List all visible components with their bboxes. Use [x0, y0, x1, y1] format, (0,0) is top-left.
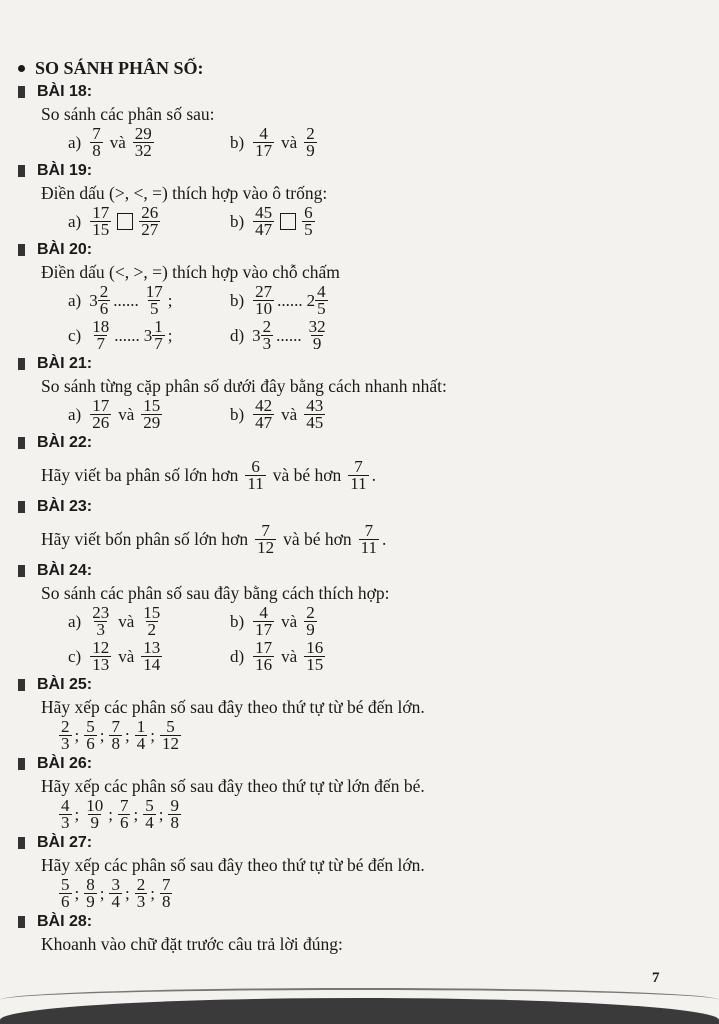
- fraction: [90, 398, 111, 431]
- numerator: 7: [111, 717, 120, 736]
- exercise-item: [68, 319, 230, 352]
- numerator: 13: [143, 638, 161, 657]
- punctuation: ;: [158, 804, 164, 824]
- mixed-number: [305, 284, 331, 317]
- fraction: [135, 877, 148, 910]
- exercise-prompt: [37, 375, 719, 397]
- exercise-prompt: [37, 582, 719, 604]
- numerator: 17: [92, 203, 110, 222]
- text: và: [109, 132, 126, 152]
- text: Hãy xếp các phân số sau đây theo thứ tự từ lớn đến bé.: [41, 775, 425, 796]
- fraction: [84, 719, 97, 752]
- denominator: 2: [147, 620, 157, 639]
- denominator: 9: [306, 141, 315, 160]
- punctuation: ......: [277, 290, 303, 310]
- item-label: b): [230, 404, 245, 424]
- exercise-title-text: BÀI 25:: [37, 676, 93, 693]
- exercise-item: [230, 605, 320, 638]
- numerator: 2: [99, 282, 109, 301]
- exercise-prompt: [37, 775, 719, 797]
- answer-box: [117, 213, 133, 230]
- exercise-prompt: [37, 182, 719, 204]
- item-label: c): [68, 325, 82, 345]
- exercise-prompt: [37, 103, 719, 125]
- punctuation: ;: [124, 883, 130, 903]
- exercise-title: [18, 496, 719, 518]
- section-heading-text: SO SÁNH PHÂN SỐ:: [35, 57, 204, 78]
- fraction: [253, 398, 274, 431]
- text: Khoanh vào chữ đặt trước câu trả lời đúng:: [41, 933, 343, 954]
- exercise-prompt: [37, 933, 719, 955]
- punctuation: ;: [167, 325, 173, 345]
- text: So sánh các phân số sau:: [41, 103, 215, 124]
- denominator: 7: [154, 334, 163, 353]
- fraction: [152, 319, 165, 352]
- whole-part: 3: [252, 325, 261, 345]
- denominator: 6: [99, 299, 109, 318]
- mixed-number: [87, 284, 113, 317]
- fraction: [141, 398, 162, 431]
- exercise-row: [68, 604, 719, 639]
- exercise: [18, 81, 719, 160]
- exercise: [18, 239, 719, 353]
- exercise-item: [68, 284, 230, 317]
- punctuation: ;: [74, 883, 80, 903]
- item-label: d): [230, 325, 245, 345]
- answer-box: [280, 213, 296, 230]
- fraction: [109, 719, 122, 752]
- exercise-prompt: [37, 696, 719, 718]
- square-bullet-icon: [18, 916, 25, 928]
- denominator: 3: [61, 813, 70, 832]
- numerator: 5: [86, 717, 95, 736]
- exercise-item: [68, 205, 230, 238]
- punctuation: ......: [276, 325, 302, 345]
- punctuation: .: [371, 464, 377, 485]
- fraction: [90, 126, 103, 159]
- fraction: [304, 640, 325, 673]
- item-label: c): [68, 646, 82, 666]
- exercise-item: [68, 605, 230, 638]
- mixed-number: [142, 319, 168, 352]
- text: Điền dấu (<, >, =) thích hợp vào chỗ chấm: [41, 261, 340, 282]
- denominator: 32: [134, 141, 152, 160]
- denominator: 3: [136, 892, 146, 911]
- fraction: [304, 605, 317, 638]
- denominator: 17: [255, 620, 273, 639]
- numerator: 4: [259, 603, 268, 622]
- exercise: [18, 496, 719, 560]
- numerator: 6: [304, 203, 313, 222]
- numerator: 4: [61, 796, 70, 815]
- exercise-title: [18, 81, 719, 103]
- numerator: 9: [170, 796, 179, 815]
- square-bullet-icon: [18, 86, 25, 98]
- item-label: b): [230, 290, 245, 310]
- square-bullet-icon: [18, 501, 25, 513]
- exercise: [18, 911, 719, 955]
- denominator: 6: [119, 813, 129, 832]
- denominator: 5: [304, 220, 313, 239]
- fraction-list: [56, 718, 719, 753]
- fraction: [253, 205, 274, 238]
- numerator: 7: [354, 456, 363, 476]
- denominator: 17: [255, 141, 273, 160]
- denominator: 7: [96, 334, 105, 353]
- fraction: [315, 284, 328, 317]
- item-label: a): [68, 404, 82, 424]
- exercise-title-text: BÀI 20:: [37, 241, 93, 258]
- fraction: [348, 456, 368, 493]
- numerator: 5: [145, 796, 154, 815]
- textbook-page: [0, 55, 719, 955]
- fraction: [139, 205, 160, 238]
- exercise-item: [230, 398, 328, 431]
- fraction: [253, 605, 274, 638]
- text: và bé hơn: [283, 528, 352, 549]
- punctuation: ;: [74, 725, 80, 745]
- exercise-title: [18, 353, 719, 375]
- fraction: [84, 877, 97, 910]
- fraction: [59, 719, 72, 752]
- fraction: [90, 640, 111, 673]
- fraction: [98, 284, 111, 317]
- denominator: 15: [306, 655, 324, 674]
- text: So sánh từng cặp phân số dưới đây bằng cách nhanh nhất:: [41, 375, 447, 396]
- page-number: 7: [652, 970, 660, 986]
- exercise-row: [68, 639, 719, 674]
- exercise-row: [68, 318, 719, 353]
- denominator: 13: [92, 655, 110, 674]
- denominator: 8: [111, 734, 120, 753]
- square-bullet-icon: [18, 437, 25, 449]
- exercise-title: [18, 832, 719, 854]
- numerator: 15: [143, 603, 161, 622]
- fraction: [261, 319, 274, 352]
- numerator: 1: [136, 717, 146, 736]
- bullet-icon: [18, 65, 25, 72]
- numerator: 5: [166, 717, 175, 736]
- fraction: [90, 205, 111, 238]
- numerator: 17: [145, 282, 163, 301]
- exercise-title: [18, 560, 719, 582]
- punctuation: ;: [124, 725, 130, 745]
- punctuation: ;: [167, 290, 173, 310]
- exercise-title-text: BÀI 27:: [37, 834, 93, 851]
- item-label: a): [68, 290, 82, 310]
- exercise-title-text: BÀI 23:: [37, 498, 93, 515]
- numerator: 5: [61, 875, 70, 894]
- numerator: 17: [255, 638, 273, 657]
- square-bullet-icon: [18, 244, 25, 256]
- punctuation: ......: [114, 325, 140, 345]
- numerator: 17: [92, 396, 110, 415]
- numerator: 3: [111, 875, 120, 894]
- exercise-row: [68, 283, 719, 318]
- exercise-row: [68, 204, 719, 239]
- denominator: 5: [317, 299, 326, 318]
- denominator: 11: [360, 537, 378, 557]
- fraction: [253, 640, 274, 673]
- fraction: [90, 319, 111, 352]
- punctuation: ;: [108, 804, 113, 824]
- exercise-prompt: [37, 518, 719, 560]
- exercise-title-text: BÀI 24:: [37, 562, 93, 579]
- denominator: 3: [262, 334, 272, 353]
- text: Điền dấu (>, <, =) thích hợp vào ô trống:: [41, 182, 328, 203]
- numerator: 18: [92, 317, 110, 336]
- numerator: 7: [161, 875, 171, 894]
- fraction: [160, 877, 173, 910]
- fraction: [90, 605, 111, 638]
- whole-part: 3: [143, 325, 153, 345]
- numerator: 7: [261, 520, 270, 540]
- whole-part: 2: [306, 290, 316, 310]
- exercise-item: [230, 284, 331, 317]
- denominator: 27: [141, 220, 159, 239]
- exercise-title: [18, 432, 719, 454]
- exercise-title-text: BÀI 19:: [37, 162, 93, 179]
- text: và: [281, 611, 298, 631]
- text: và: [281, 646, 298, 666]
- fraction: [109, 877, 122, 910]
- text: và: [118, 404, 135, 424]
- fraction: [359, 520, 379, 557]
- fraction: [253, 284, 274, 317]
- denominator: 9: [306, 620, 315, 639]
- numerator: 27: [255, 282, 273, 301]
- numerator: 7: [364, 520, 374, 540]
- exercise: [18, 432, 719, 496]
- denominator: 15: [92, 220, 110, 239]
- numerator: 42: [255, 396, 273, 415]
- exercise-title-text: BÀI 28:: [37, 913, 93, 930]
- numerator: 10: [86, 796, 104, 815]
- square-bullet-icon: [18, 837, 25, 849]
- punctuation: ;: [150, 883, 155, 903]
- numerator: 7: [119, 796, 129, 815]
- numerator: 12: [92, 638, 110, 657]
- fraction: [143, 798, 156, 831]
- square-bullet-icon: [18, 758, 25, 770]
- item-label: b): [230, 132, 245, 152]
- numerator: 6: [251, 456, 260, 476]
- text: và: [281, 132, 298, 152]
- denominator: 8: [170, 813, 179, 832]
- denominator: 12: [257, 537, 275, 557]
- denominator: 9: [90, 813, 99, 832]
- text: và: [281, 404, 298, 424]
- exercise: [18, 753, 719, 832]
- fraction: [255, 520, 276, 557]
- denominator: 4: [136, 734, 146, 753]
- text: và bé hơn: [272, 464, 342, 485]
- fraction: [304, 398, 325, 431]
- exercise-title: [18, 674, 719, 696]
- exercise-item: [230, 126, 320, 159]
- numerator: 26: [141, 203, 159, 222]
- denominator: 6: [61, 892, 70, 911]
- denominator: 8: [92, 141, 101, 160]
- numerator: 8: [86, 875, 95, 894]
- punctuation: ;: [99, 725, 105, 745]
- denominator: 6: [86, 734, 95, 753]
- text: Hãy viết bốn phân số lớn hơn: [41, 528, 249, 549]
- denominator: 29: [143, 413, 161, 432]
- numerator: 23: [92, 603, 110, 622]
- fraction: [135, 719, 148, 752]
- denominator: 16: [255, 655, 273, 674]
- numerator: 32: [308, 317, 326, 336]
- denominator: 12: [161, 734, 179, 753]
- fraction: [253, 126, 274, 159]
- numerator: 45: [255, 203, 273, 222]
- fraction-list: [56, 876, 719, 911]
- numerator: 2: [306, 603, 315, 622]
- exercise-title-text: BÀI 22:: [37, 434, 93, 451]
- exercise: [18, 560, 719, 674]
- exercise-title: [18, 911, 719, 933]
- numerator: 2: [136, 875, 146, 894]
- exercise-item: [230, 205, 318, 238]
- item-label: a): [68, 132, 82, 152]
- fraction: [302, 205, 315, 238]
- exercise-prompt: [37, 454, 719, 496]
- exercise-item: [230, 640, 328, 673]
- denominator: 9: [86, 892, 95, 911]
- denominator: 4: [145, 813, 154, 832]
- fraction: [118, 798, 131, 831]
- denominator: 14: [143, 655, 161, 674]
- exercise-prompt: [37, 261, 719, 283]
- punctuation: .: [382, 528, 387, 549]
- item-label: d): [230, 646, 245, 666]
- fraction: [160, 719, 181, 752]
- denominator: 10: [255, 299, 273, 318]
- numerator: 7: [92, 124, 101, 143]
- exercise-title: [18, 753, 719, 775]
- whole-part: 3: [89, 290, 98, 310]
- exercise-row: [68, 397, 719, 432]
- text: Hãy xếp các phân số sau đây theo thứ tự từ bé đến lớn.: [41, 854, 425, 875]
- text: So sánh các phân số sau đây bằng cách thích hợp:: [41, 582, 390, 603]
- numerator: 4: [317, 282, 326, 301]
- exercise-title-text: BÀI 18:: [37, 83, 93, 100]
- text: và: [118, 646, 135, 666]
- exercise-row: [68, 125, 719, 160]
- punctuation: ;: [99, 883, 105, 903]
- fraction: [141, 605, 162, 638]
- denominator: 11: [350, 473, 367, 493]
- square-bullet-icon: [18, 358, 25, 370]
- fraction: [59, 877, 72, 910]
- exercise-title-text: BÀI 21:: [37, 355, 93, 372]
- exercise-item: [68, 398, 230, 431]
- punctuation: ;: [133, 804, 139, 824]
- text: Hãy viết ba phân số lớn hơn: [41, 464, 239, 485]
- numerator: 15: [143, 396, 161, 415]
- denominator: 3: [61, 734, 70, 753]
- fraction: [304, 126, 317, 159]
- punctuation: ;: [150, 725, 155, 745]
- numerator: 4: [259, 124, 268, 143]
- item-label: b): [230, 211, 245, 231]
- exercise-item: [68, 640, 230, 673]
- item-label: b): [230, 611, 245, 631]
- numerator: 2: [61, 717, 70, 736]
- fraction: [245, 456, 265, 493]
- numerator: 43: [306, 396, 324, 415]
- denominator: 47: [255, 220, 273, 239]
- fraction: [307, 319, 328, 352]
- mixed-number: [250, 319, 276, 352]
- denominator: 4: [111, 892, 120, 911]
- denominator: 3: [96, 620, 105, 639]
- denominator: 5: [149, 299, 159, 318]
- exercise-title-text: BÀI 26:: [37, 755, 93, 772]
- fraction: [141, 640, 162, 673]
- square-bullet-icon: [18, 565, 25, 577]
- numerator: 16: [306, 638, 324, 657]
- exercise: [18, 160, 719, 239]
- fraction: [59, 798, 72, 831]
- denominator: 26: [92, 413, 110, 432]
- numerator: 29: [134, 124, 152, 143]
- exercise-title: [18, 239, 719, 261]
- numerator: 2: [262, 317, 272, 336]
- square-bullet-icon: [18, 679, 25, 691]
- exercise: [18, 674, 719, 753]
- fraction: [133, 126, 154, 159]
- exercise-item: [230, 319, 331, 352]
- exercise: [18, 353, 719, 432]
- item-label: a): [68, 611, 82, 631]
- exercise-item: [68, 126, 230, 159]
- fraction: [84, 798, 105, 831]
- square-bullet-icon: [18, 165, 25, 177]
- fraction: [144, 284, 165, 317]
- denominator: 9: [312, 334, 322, 353]
- numerator: 1: [154, 317, 163, 336]
- denominator: 11: [247, 473, 264, 493]
- denominator: 8: [161, 892, 171, 911]
- exercise-prompt: [37, 854, 719, 876]
- exercise-list: [0, 81, 719, 955]
- exercise: [18, 832, 719, 911]
- numerator: 2: [306, 124, 315, 143]
- text: và: [118, 611, 135, 631]
- denominator: 47: [255, 413, 273, 432]
- exercise-title: [18, 160, 719, 182]
- denominator: 45: [306, 413, 324, 432]
- text: Hãy xếp các phân số sau đây theo thứ tự từ bé đến lớn.: [41, 696, 425, 717]
- fraction-list: [56, 797, 719, 832]
- fraction: [168, 798, 181, 831]
- item-label: a): [68, 211, 82, 231]
- punctuation: ......: [113, 290, 139, 310]
- section-heading: [18, 55, 719, 81]
- punctuation: ;: [74, 804, 80, 824]
